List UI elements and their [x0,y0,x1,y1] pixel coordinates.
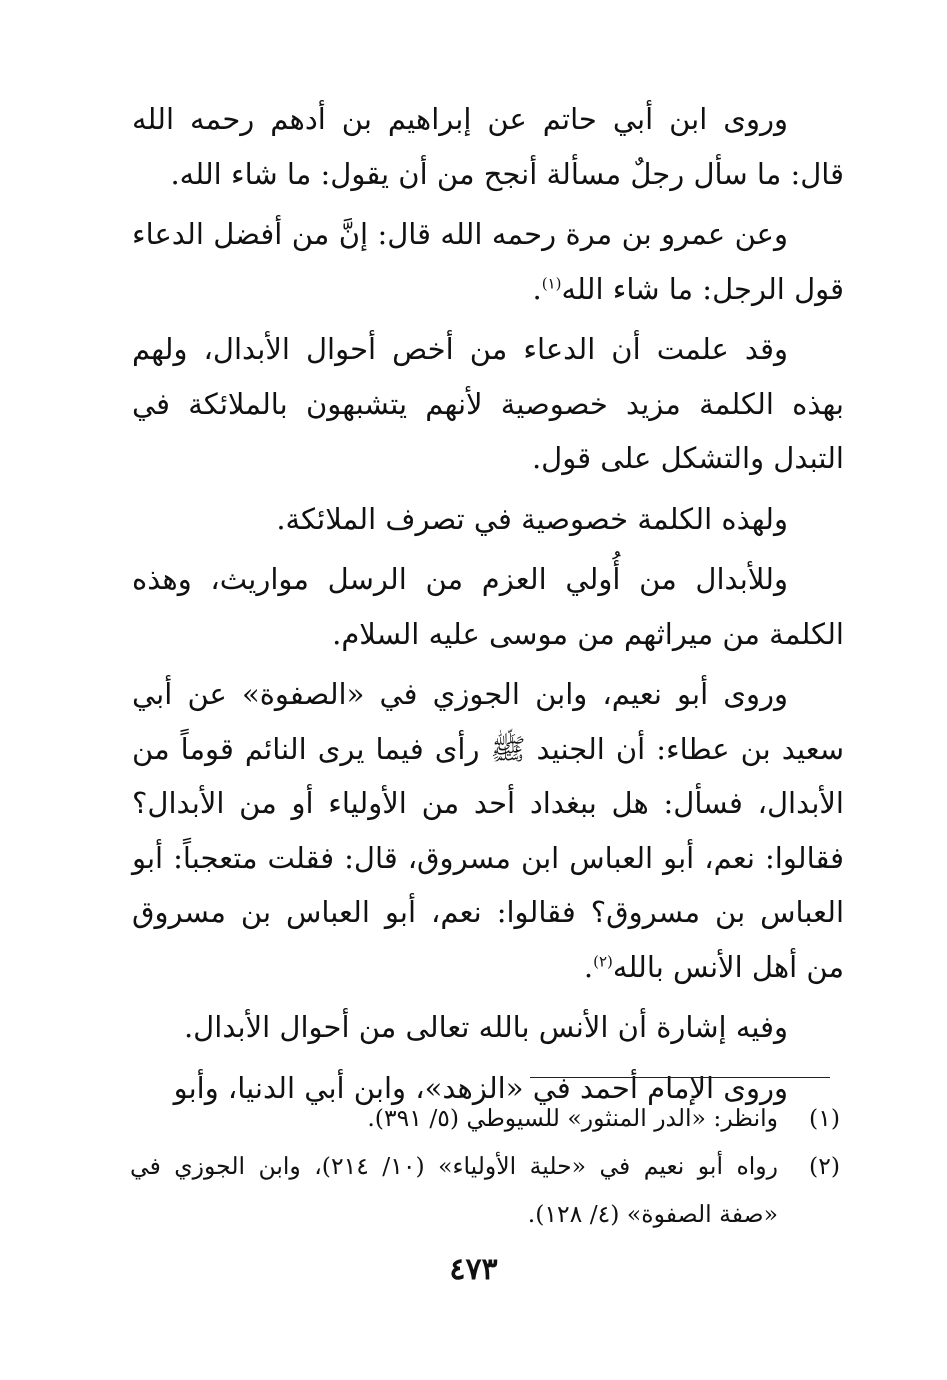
paragraph [132,552,844,661]
paragraph [132,1000,844,1055]
footnote [130,1142,840,1238]
footnote [130,1094,840,1142]
paragraph-text: وللأبدال من أُولي العزم من الرسل مواريث، وهذه الكلمة من ميراثهم من موسى عليه السلام. [132,562,844,651]
period: . [532,271,542,306]
footnote-number: (٢) [809,1152,840,1180]
footnote-ref-2: (٢) [593,951,613,970]
footnote-ref-1: (١) [541,273,562,292]
footnotes [130,1094,840,1238]
footnote-text: رواه أبو نعيم في «حلية الأولياء» (١٠/ ٢١٤)، وابن الجوزي في «صفة الصفوة» (٤/ ١٢٨). [130,1152,778,1228]
paragraph [132,667,844,994]
paragraph [132,92,844,201]
footnote-divider [530,1077,830,1078]
paragraph-text: ولهذه الكلمة خصوصية في تصرف الملائكة. [276,501,788,536]
paragraph-text: وفيه إشارة أن الأنس بالله تعالى من أحوال الأبدال. [183,1010,788,1044]
paragraph-text: وروى أبو نعيم، وابن الجوزي في «الصفوة» عن أبي سعيد بن عطاء: أن الجنيد ﷺ رأى فيما يرى النائم قوماً من الأبدال، فسأل: هل ببغداد أحد من الأولياء أو من الأبدال؟ فقالوا: نعم، أبو العباس ابن مسروق، قال: فقلت متعجباً: أبو العباس بن مسروق؟ فقالوا: نعم، أبو العباس بن مسروق من أهل الأنس بالله [132,677,844,984]
paragraph-text: وعن عمرو بن مرة رحمه الله قال: إنَّ من أفضل الدعاء قول الرجل: ما شاء الله [132,217,844,306]
footnote-text: وانظر: «الدر المنثور» للسيوطي (٥/ ٣٩١). [367,1104,778,1132]
paragraph-text: وقد علمت أن الدعاء من أخص أحوال الأبدال، ولهم بهذه الكلمة مزيد خصوصية لأنهم يتشبهون بالملائكة في التبدل والتشكل على قول. [132,332,844,475]
footnote-number: (١) [809,1104,840,1132]
page-number: ٤٧٣ [449,1252,498,1287]
period: . [583,949,594,984]
paragraph [132,492,844,547]
paragraph [132,207,844,316]
main-text [132,92,844,1121]
paragraph [132,322,844,486]
paragraph-text: وروى الإمام أحمد في «الزهد»، وابن أبي الدنيا، وأبو [173,1070,788,1105]
paragraph-text: وروى ابن أبي حاتم عن إبراهيم بن أدهم رحمه الله قال: ما سأل رجلٌ مسألة أنجح من أن يقول: ما شاء الله. [132,102,844,191]
